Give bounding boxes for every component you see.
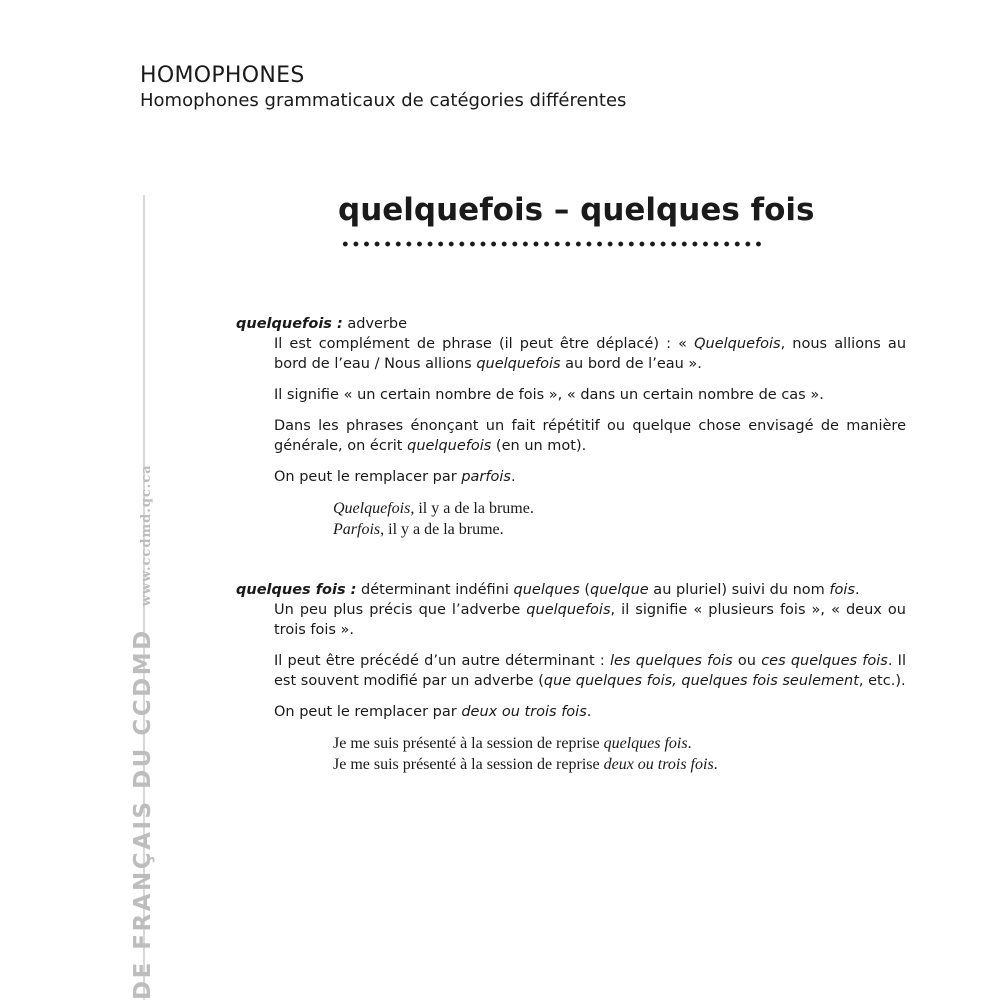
sidebar-url: www.ccdmd.qc.ca [139,464,154,607]
sidebar-vertical-text [130,464,156,1000]
text-run: ( [579,582,591,598]
text-run: , il signifie « plusieurs fois », « deux ou trois fois ». [274,602,906,638]
italic-run: deux ou trois fois [461,704,587,720]
text-run: (en un mot). [491,438,587,454]
text-run: au bord de l’eau ». [560,356,702,372]
text-run: Je me suis présenté à la session de reprise [333,735,604,752]
text-run: Il est complément de phrase (il peut être déplacé) : « [274,336,695,352]
italic-run: quelquefois [526,602,611,618]
italic-run: ces quelques fois [761,653,888,669]
italic-run: parfois [461,469,511,485]
section-heading [236,580,906,600]
text-run: ou [732,653,762,669]
italic-run: les quelques fois [609,653,733,669]
italic-run: que quelques fois, quelques fois seulement [543,673,859,689]
examples-block [333,498,906,540]
text-run: . [854,582,860,598]
text-run: . [510,469,516,485]
italic-run: Parfois [333,521,381,538]
page-header [140,62,626,112]
text-run: au pluriel) suivi du nom [648,582,830,598]
section-category: adverbe [342,316,408,332]
section-quelquefois [236,314,906,540]
text-run: déterminant indéfini [356,582,514,598]
italic-run: Quelquefois [694,336,781,352]
italic-run: Quelquefois [333,500,411,517]
text-run: , il y a de la brume. [380,521,504,538]
example-line [333,519,906,540]
section-term: quelquefois : [236,316,343,332]
italic-run: quelque [590,582,649,598]
text-run: , il y a de la brume. [410,500,534,517]
text-run: . [586,704,592,720]
section-term: quelques fois : [236,582,357,598]
text-run: . Il est souvent modifié par un adverbe ( [274,653,906,689]
italic-run: deux ou trois fois [603,756,714,773]
example-line [333,754,906,775]
examples-block [333,733,906,775]
text-run: Un peu plus précis que l’adverbe [274,602,527,618]
text-run: , etc.). [858,673,906,689]
text-run: Dans les phrases énonçant un fait répétitif ou quelque chose envisagé de manière générale, on écrit [274,418,906,454]
text-run: . [687,735,692,752]
italic-run: quelquefois [407,438,492,454]
title-dotted-underline [340,240,764,248]
section-quelques-fois [236,580,906,775]
paragraph [274,334,906,374]
paragraph [274,651,906,691]
section-heading [236,314,906,334]
italic-run: quelques fois [603,735,688,752]
text-run: Il peut être précédé d’un autre déterminant : [274,653,610,669]
example-line [333,498,906,519]
text-run: Je me suis présenté à la session de reprise [333,756,604,773]
paragraph [274,416,906,456]
paragraph [274,467,906,487]
paragraph [274,702,906,722]
italic-run: fois [829,582,855,598]
italic-run: quelques [513,582,580,598]
header-subtitle: Homophones grammaticaux de catégories différentes [140,90,627,111]
paragraph: Il signifie « un certain nombre de fois », « dans un certain nombre de cas ». [274,387,824,403]
sidebar-brand: DE FRANÇAIS DU CCDMD [130,628,156,1000]
header-title: HOMOPHONES [140,63,305,88]
text-run: . [713,756,718,773]
text-run: , nous allions au bord de l’eau / Nous allions [274,336,907,372]
page-title: quelquefois – quelques fois [338,192,815,228]
paragraph [274,600,906,640]
example-line [333,733,906,754]
text-run: On peut le remplacer par [274,704,462,720]
italic-run: quelquefois [476,356,561,372]
text-run: On peut le remplacer par [274,469,462,485]
